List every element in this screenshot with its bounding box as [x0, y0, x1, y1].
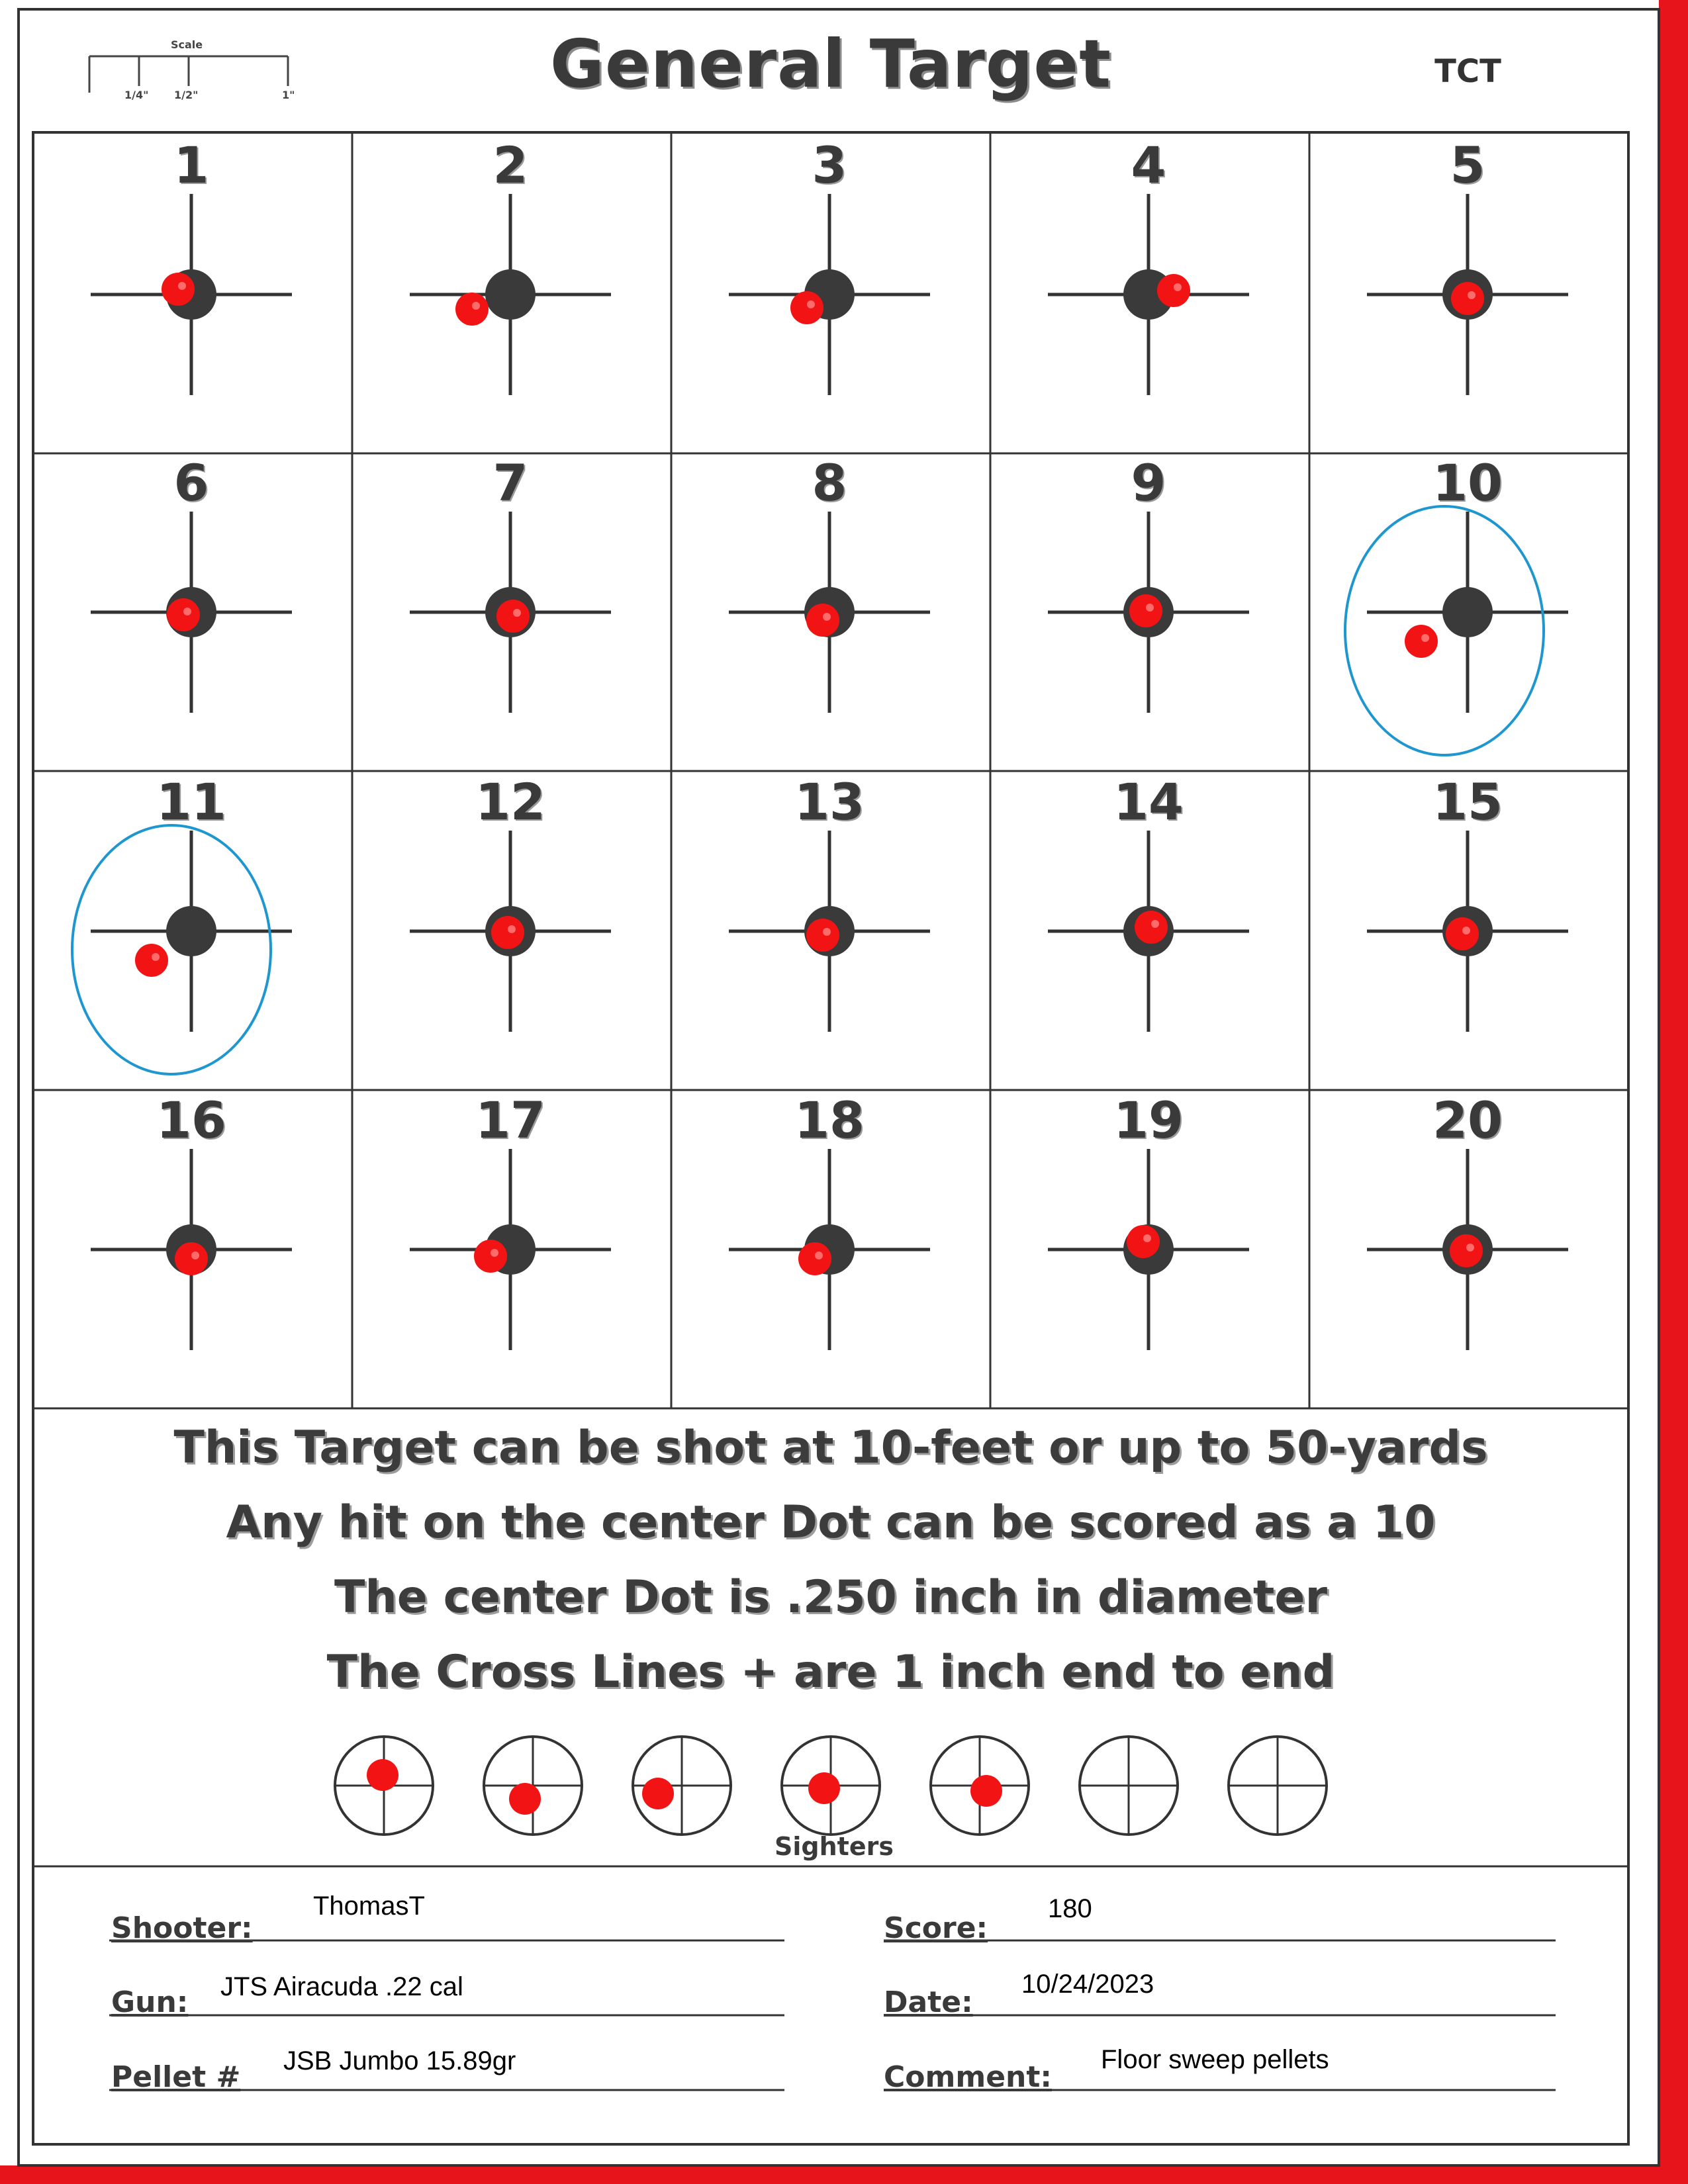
target-number-8: 8 — [812, 453, 847, 512]
pellet-hole — [1405, 625, 1438, 658]
pellet-hole — [970, 1775, 1002, 1807]
target-number-14: 14 — [1113, 772, 1184, 831]
target-number-4: 4 — [1131, 136, 1166, 195]
pellet-hole — [491, 916, 524, 949]
sighters-label: Sighters — [774, 1832, 894, 1861]
pellet-hole — [367, 1759, 399, 1791]
target-6 — [91, 512, 292, 713]
target-2 — [410, 194, 611, 395]
target-number-3: 3 — [812, 136, 847, 195]
annotation-circle — [1345, 506, 1544, 755]
pellet-value: JSB Jumbo 15.89gr — [283, 2046, 516, 2075]
target-number-5: 5 — [1450, 136, 1485, 195]
target-4 — [1048, 194, 1249, 395]
scale-tick-inch: 1" — [282, 89, 295, 101]
target-number-1: 1 — [173, 136, 209, 195]
target-13 — [729, 831, 930, 1032]
target-1 — [91, 194, 292, 395]
pellet-hole-highlight — [1466, 1244, 1474, 1251]
pellet-hole-highlight — [152, 953, 160, 961]
scale-tick-quarter: 1/4" — [124, 89, 149, 101]
target-number-9: 9 — [1131, 453, 1166, 512]
pellet-hole — [642, 1778, 674, 1809]
pellet-hole-highlight — [1462, 927, 1470, 934]
scale-tick-half: 1/2" — [174, 89, 199, 101]
target-number-11: 11 — [156, 772, 226, 831]
gun-label: Gun: — [111, 1985, 189, 2019]
target-number-18: 18 — [794, 1091, 865, 1150]
target-number-20: 20 — [1432, 1091, 1503, 1150]
target-15 — [1367, 831, 1568, 1032]
scale-caption: Scale — [171, 38, 203, 51]
sighter-5 — [931, 1737, 1029, 1835]
pellet-hole — [1451, 282, 1484, 315]
pellet-hole — [806, 604, 839, 637]
sighter-4 — [782, 1737, 880, 1835]
pellet-hole — [162, 273, 195, 306]
pellet-hole — [1157, 274, 1190, 307]
target-3 — [729, 194, 930, 395]
target-7 — [410, 512, 611, 713]
pellet-hole-highlight — [178, 282, 186, 290]
gun-value: JTS Airacuda .22 cal — [220, 1972, 463, 2001]
pellet-hole — [798, 1242, 831, 1275]
score-label: Score: — [884, 1911, 988, 1945]
instruction-line-1: This Target can be shot at 10-feet or up to 50-yards — [173, 1422, 1488, 1474]
red-page-edge-bottom — [0, 2165, 1688, 2184]
target-number-16: 16 — [156, 1091, 226, 1150]
target-number-7: 7 — [492, 453, 528, 512]
pellet-hole — [1135, 911, 1168, 944]
pellet-hole — [474, 1240, 507, 1273]
date-value: 10/24/2023 — [1021, 1970, 1154, 1999]
pellet-hole-highlight — [1143, 1234, 1151, 1242]
pellet-hole-highlight — [815, 1251, 823, 1259]
shooter-value: ThomasT — [313, 1891, 425, 1921]
pellet-hole-highlight — [807, 300, 815, 308]
instruction-line-2: Any hit on the center Dot can be scored as a 10 — [226, 1496, 1436, 1549]
target-8 — [729, 512, 930, 713]
pellet-hole — [1446, 917, 1479, 950]
sighter-3 — [633, 1737, 731, 1835]
target-5 — [1367, 194, 1568, 395]
annotation-circle — [72, 825, 271, 1074]
pellet-hole-highlight — [513, 609, 521, 617]
sighter-1 — [335, 1737, 433, 1835]
pellet-hole — [135, 944, 168, 977]
center-dot — [166, 906, 216, 956]
instruction-line-4: The Cross Lines + are 1 inch end to end — [326, 1646, 1335, 1698]
pellet-hole-highlight — [191, 1251, 199, 1259]
pellet-hole-highlight — [823, 928, 831, 936]
target-12 — [410, 831, 611, 1032]
target-14 — [1048, 831, 1249, 1032]
target-17 — [410, 1149, 611, 1350]
date-label: Date: — [884, 1985, 973, 2019]
target-number-10: 10 — [1432, 453, 1503, 512]
score-value: 180 — [1048, 1894, 1092, 1923]
pellet-hole — [509, 1783, 541, 1815]
pellet-hole-highlight — [1468, 291, 1476, 299]
pellet-hole — [175, 1242, 208, 1275]
target-number-17: 17 — [475, 1091, 545, 1150]
pellet-hole-highlight — [1174, 283, 1182, 291]
target-number-6: 6 — [173, 453, 209, 512]
comment-value: Floor sweep pellets — [1101, 2045, 1329, 2074]
pellet-hole — [806, 919, 839, 952]
pellet-hole-highlight — [183, 608, 191, 615]
pellet-hole — [1450, 1234, 1483, 1267]
pellet-hole-highlight — [1146, 604, 1154, 612]
pellet-hole — [790, 291, 823, 324]
target-number-19: 19 — [1113, 1091, 1184, 1150]
pellet-hole-highlight — [508, 925, 516, 933]
target-11 — [72, 825, 292, 1074]
pellet-hole — [1127, 1225, 1160, 1258]
pellet-hole-highlight — [1151, 920, 1159, 928]
center-dot — [485, 269, 536, 320]
pellet-hole — [455, 293, 489, 326]
sighter-2 — [484, 1737, 582, 1835]
target-16 — [91, 1149, 292, 1350]
page-title: General Target — [549, 25, 1112, 103]
red-page-edge — [1659, 0, 1688, 2184]
target-number-2: 2 — [492, 136, 528, 195]
sighter-6 — [1080, 1737, 1178, 1835]
center-dot — [1442, 587, 1493, 637]
sighter-7 — [1229, 1737, 1327, 1835]
pellet-hole-highlight — [491, 1249, 498, 1257]
target-number-13: 13 — [794, 772, 865, 831]
pellet-hole — [1129, 594, 1162, 627]
target-number-12: 12 — [475, 772, 545, 831]
sighters-layer — [335, 1737, 1327, 1835]
shooter-label: Shooter: — [111, 1911, 253, 1945]
target-19 — [1048, 1149, 1249, 1350]
target-number-15: 15 — [1432, 772, 1503, 831]
pellet-hole — [808, 1772, 840, 1804]
target-20 — [1367, 1149, 1568, 1350]
pellet-label: Pellet # — [111, 2060, 241, 2094]
pellet-hole-highlight — [1421, 634, 1429, 642]
pellet-hole — [167, 598, 200, 631]
pellet-hole-highlight — [823, 613, 831, 621]
target-code: TCT — [1434, 53, 1501, 90]
target-18 — [729, 1149, 930, 1350]
target-10 — [1345, 506, 1568, 755]
comment-label: Comment: — [884, 2060, 1053, 2094]
pellet-hole — [496, 600, 530, 633]
target-9 — [1048, 512, 1249, 713]
instruction-line-3: The center Dot is .250 inch in diameter — [334, 1571, 1328, 1623]
pellet-hole-highlight — [472, 302, 480, 310]
